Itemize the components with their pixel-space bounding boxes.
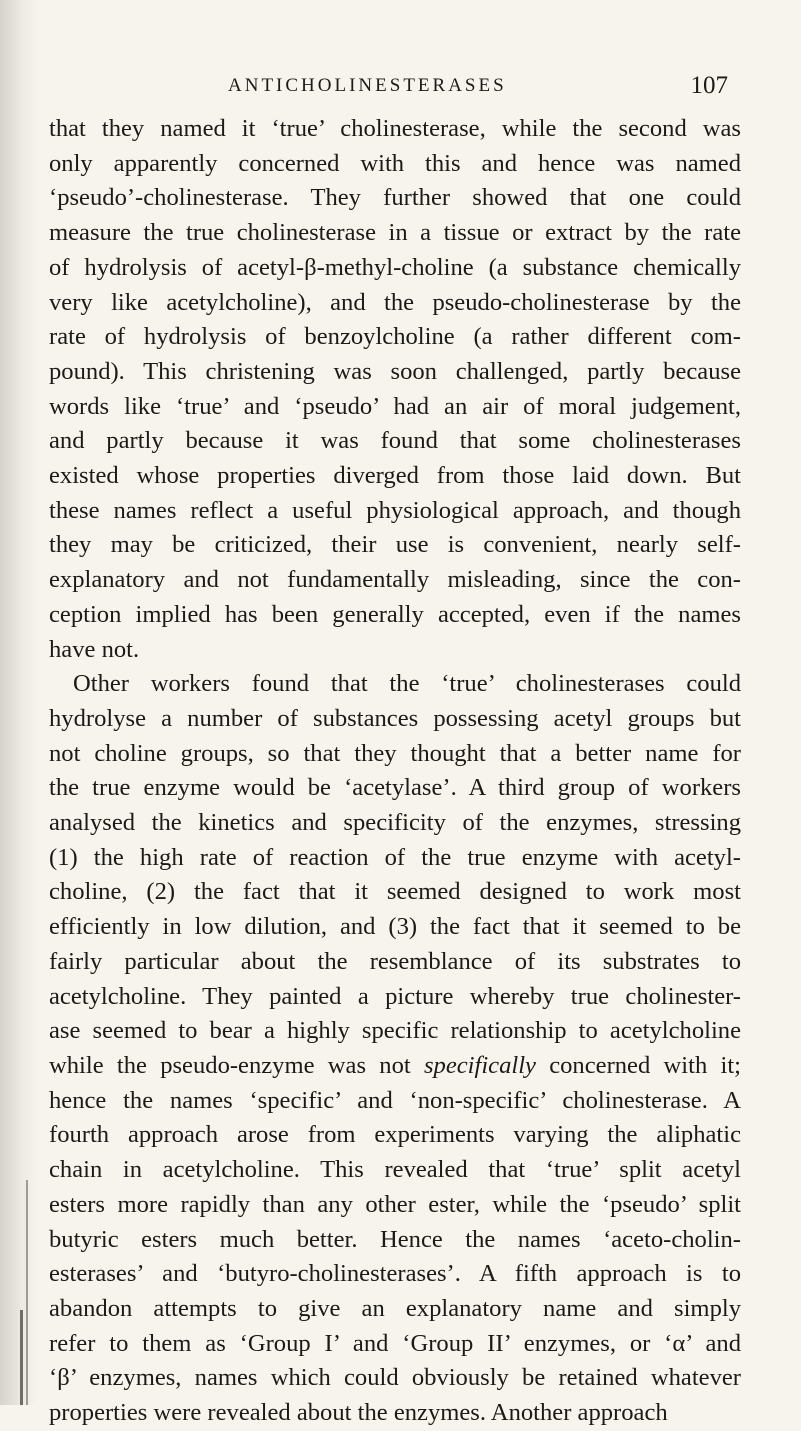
running-title: ANTICHOLINESTERASES (228, 75, 507, 96)
text-line: they may be criticized, their use is convenient, nearly self- (49, 531, 741, 559)
text-line: hydrolyse a number of substances possessing acetyl groups but (49, 704, 741, 732)
text-line: choline, (2) the fact that it seemed designed to work most (49, 878, 741, 906)
text-line: ception implied has been generally accepted, even if the names (49, 600, 741, 628)
text-line: acetylcholine. They painted a picture whereby true cholinester- (49, 982, 741, 1010)
text-line: ase seemed to bear a highly specific relationship to acetylcholine (49, 1017, 741, 1045)
text-line-indented: Other workers found that the ‘true’ cholinesterases could (73, 670, 741, 698)
text-line: (1) the high rate of reaction of the true enzyme with acetyl- (49, 843, 741, 871)
text-line: chain in acetylcholine. This revealed that ‘true’ split acetyl (49, 1156, 741, 1184)
emphasized-word: specifically (423, 1051, 536, 1079)
text-line: not choline groups, so that they thought that a better name for (49, 739, 741, 767)
text-line: pound). This christening was soon challenged, partly because (49, 357, 741, 385)
text-line: abandon attempts to give an explanatory name and simply (49, 1294, 741, 1322)
text-line: only apparently concerned with this and hence was named (49, 149, 741, 177)
text-line: and partly because it was found that some cholinesterases (49, 427, 741, 455)
text-line: fairly particular about the resemblance of its substrates to (49, 947, 741, 975)
text-line: properties were revealed about the enzymes. Another approach (49, 1399, 668, 1427)
running-head (228, 70, 728, 102)
text-line: words like ‘true’ and ‘pseudo’ had an air of moral judgement, (49, 392, 741, 420)
text-run: concerned with it; (535, 1051, 741, 1079)
text-line: that they named it ‘true’ cholinesterase, while the second was (49, 115, 741, 142)
body-text (49, 112, 741, 1431)
text-line: refer to them as ‘Group I’ and ‘Group II’ enzymes, or ‘α’ and (49, 1329, 741, 1357)
text-line: explanatory and not fundamentally misleading, since the con- (49, 566, 741, 594)
text-line: have not. (49, 635, 140, 663)
text-line: existed whose properties diverged from those laid down. But (49, 462, 741, 490)
page-number: 107 (690, 72, 728, 99)
text-line: esterases’ and ‘butyro-cholinesterases’. A fifth approach is to (49, 1260, 741, 1288)
text-line: rate of hydrolysis of benzoylcholine (a rather different com- (49, 323, 741, 351)
binding-edge-line-dark (20, 1310, 23, 1405)
text-line: ‘pseudo’-cholinesterase. They further showed that one could (49, 184, 741, 212)
binding-shadow (0, 0, 38, 1405)
text-line: esters more rapidly than any other ester, while the ‘pseudo’ split (49, 1190, 741, 1218)
text-line: the true enzyme would be ‘acetylase’. A third group of workers (49, 774, 741, 802)
text-line: measure the true cholinesterase in a tissue or extract by the rate (49, 219, 741, 247)
binding-edge-line (26, 1180, 28, 1405)
text-line: ‘β’ enzymes, names which could obviously be retained whatever (49, 1364, 741, 1392)
text-line: fourth approach arose from experiments varying the aliphatic (49, 1121, 741, 1149)
text-line: these names reflect a useful physiological approach, and though (49, 496, 741, 524)
text-line-with-emphasis (49, 1049, 741, 1084)
text-run: while the pseudo-enzyme was not (49, 1051, 424, 1079)
text-line: very like acetylcholine), and the pseudo-cholinesterase by the (49, 288, 741, 316)
text-line: of hydrolysis of acetyl-β-methyl-choline (a substance chemically (49, 253, 741, 281)
text-line: analysed the kinetics and specificity of the enzymes, stressing (49, 809, 741, 837)
text-line: hence the names ‘specific’ and ‘non-specific’ cholinesterase. A (49, 1086, 741, 1114)
text-line: butyric esters much better. Hence the names ‘aceto-cholin- (49, 1225, 741, 1253)
text-line: efficiently in low dilution, and (3) the fact that it seemed to be (49, 913, 741, 941)
